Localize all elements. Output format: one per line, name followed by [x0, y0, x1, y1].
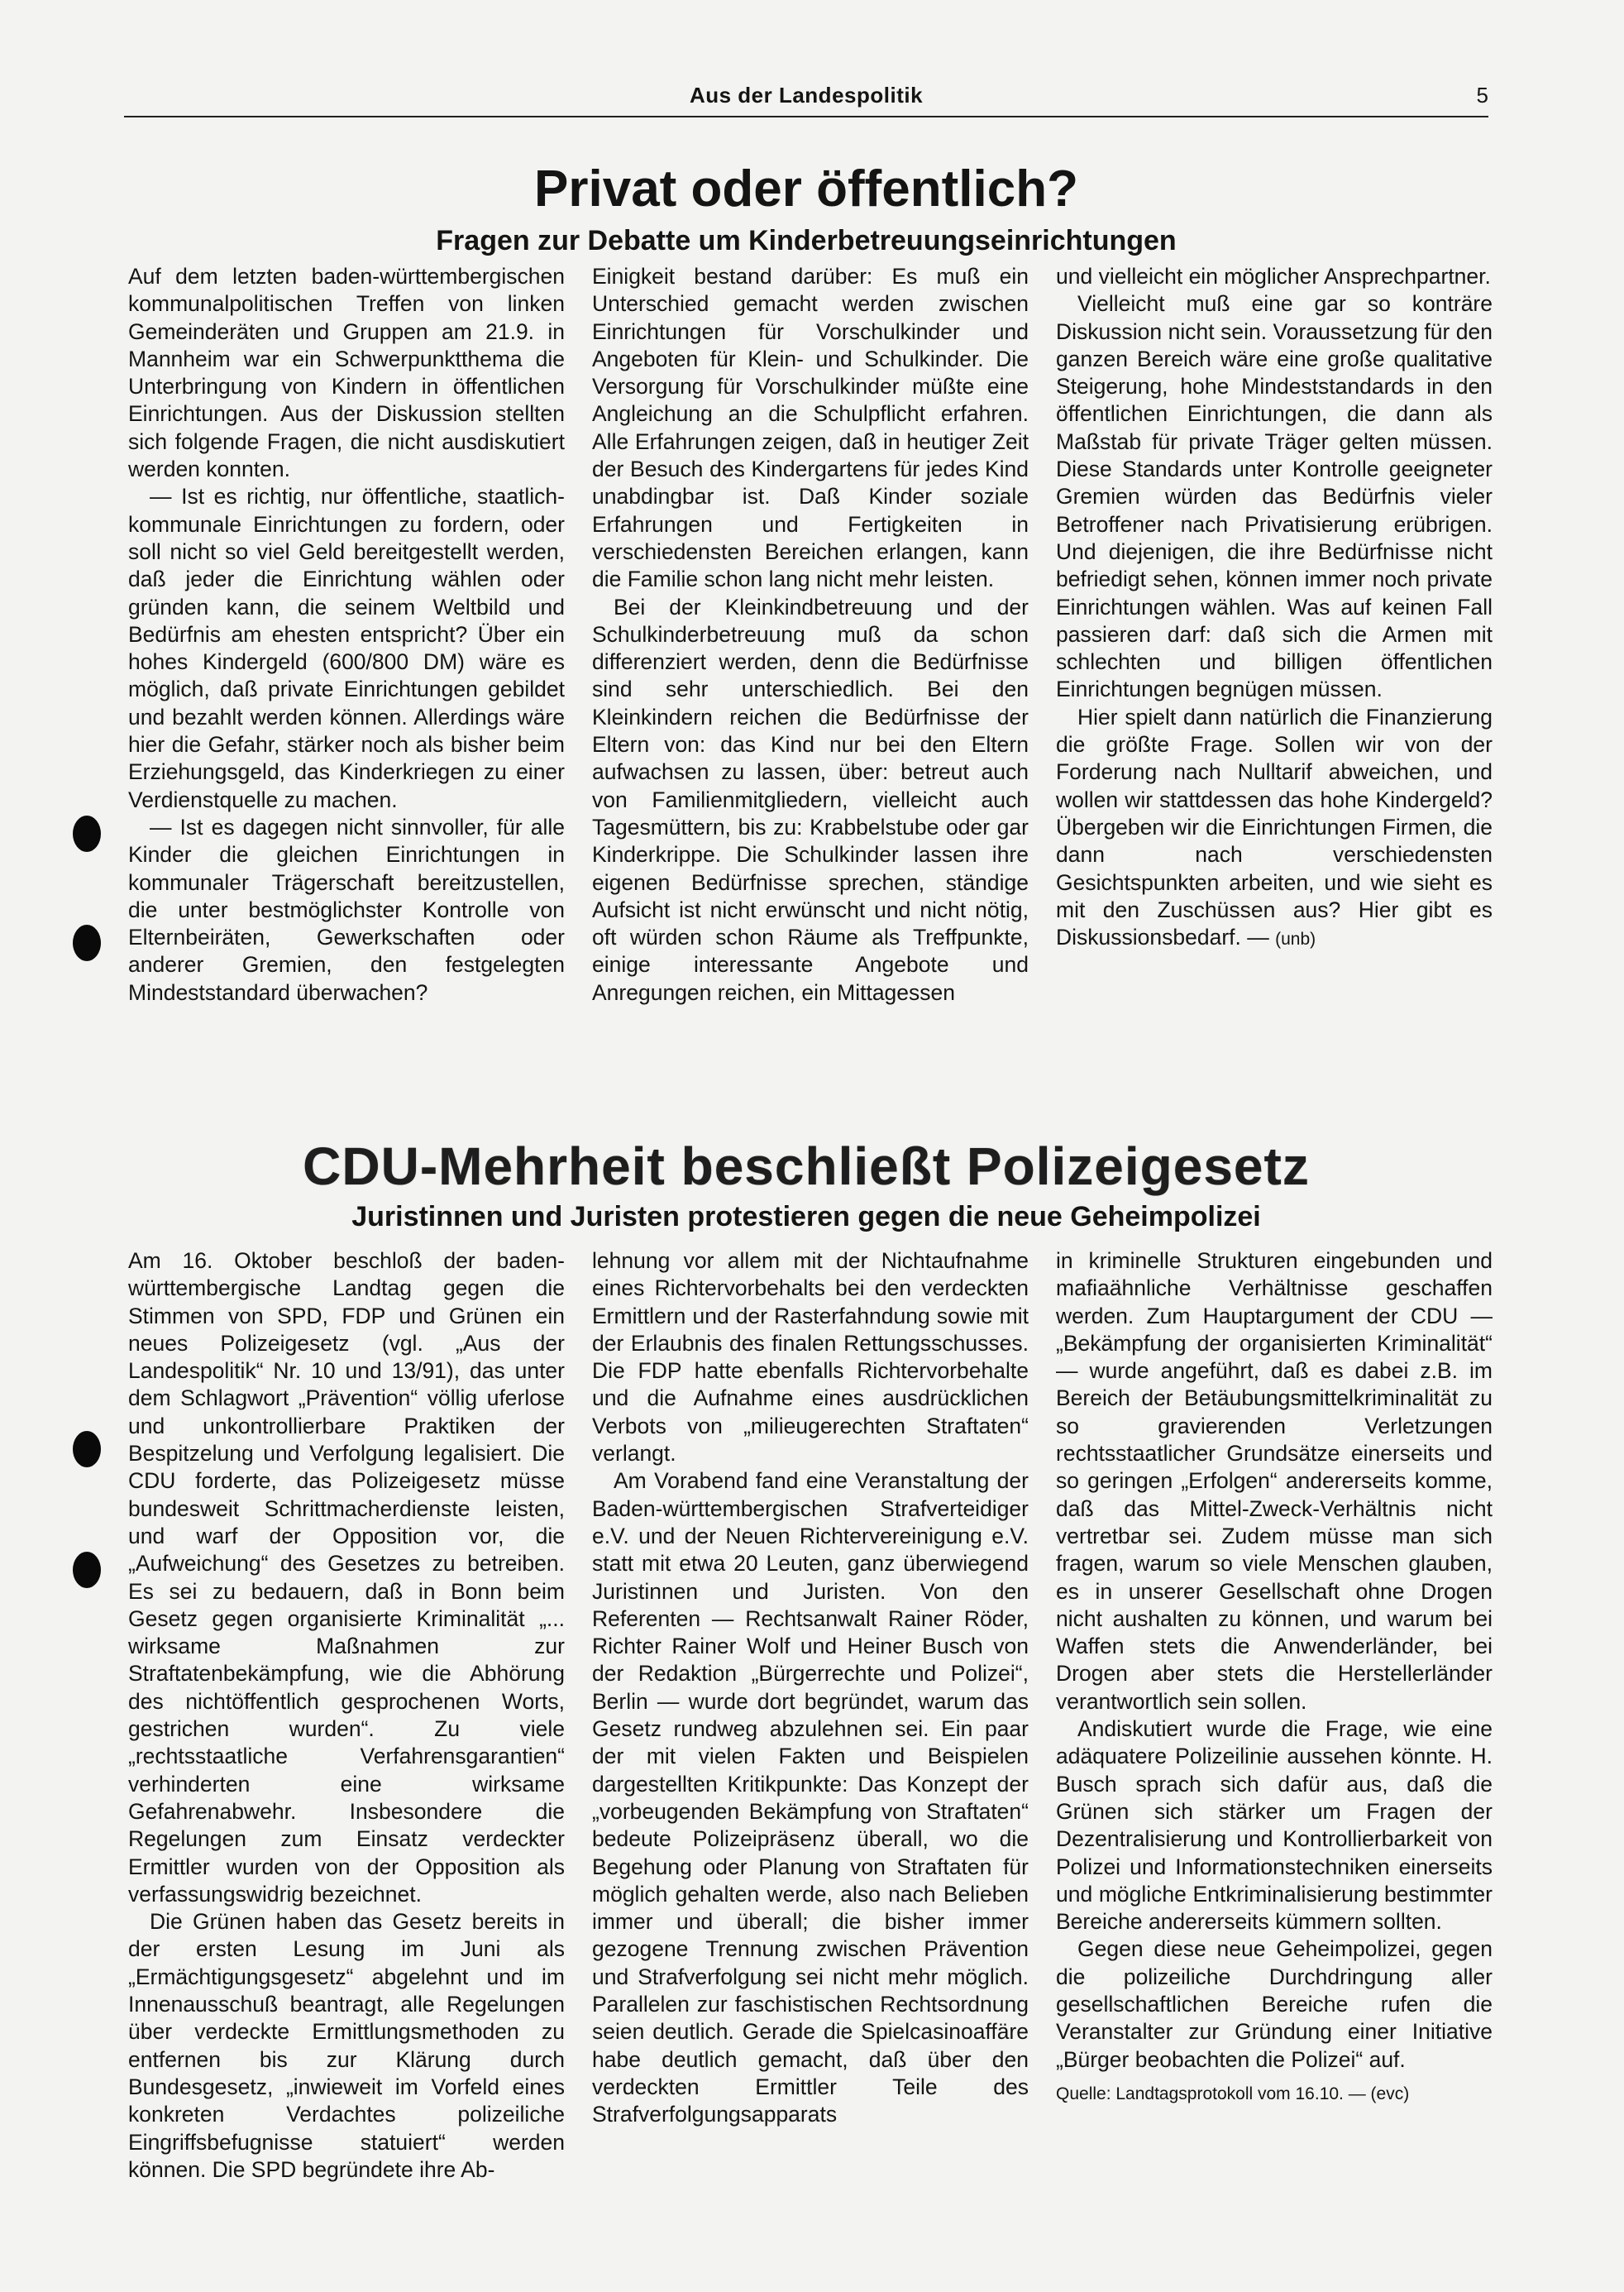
punch-hole: [73, 925, 101, 961]
article1-column-2: [592, 263, 1029, 1082]
article2-subtitle: Juristinnen und Juristen protestieren gegen die neue Geheimpolizei: [351, 1201, 1261, 1232]
paragraph: Am Vorabend fand eine Veranstaltung der Baden-württembergischen Strafverteidiger e.V. und der Neuen Richtervereinigung e.V. statt mit etwa 20 Leuten, ganz überwiegend Juristinnen und Juristen. Von den Referenten — Rechtsanwalt Rainer Röder, Richter Rainer Wolf und Heiner Busch von der Redaktion „Bürgerrechte und Polizei“, Berlin — wurde dort begründet, warum das Gesetz rundweg abzulehnen sei. Ein paar der mit vielen Fakten und Beispielen dargestellten Kritikpunkte: Das Konzept der „vorbeugenden Bekämpfung von Straftaten“ bedeute Polizeipräsenz überall, wo die Begehung oder Planung von Straftaten für möglich gehalten werde, also nach Belieben immer und überall; die bisher immer gezogene Trennung zwischen Prävention und Strafverfolgung sei nicht mehr möglich. Parallelen zur faschistischen Rechtsordnung seien deutlich. Gerade die Spielcasinoaffäre habe deutlich gemacht, daß über den verdeckten Ermittler Teile des Strafverfolgungsapparats: [592, 1468, 1029, 2127]
paragraph: Andiskutiert wurde die Frage, wie eine adäquatere Polizeilinie aussehen könnte. H. Busch sprach sich dafür aus, daß die Grünen sich stärker um Fragen der Dezentralisierung und Kontrollierbarkeit von Polizei und Informationstechniken einerseits und mögliche Entkriminalisierung bestimmter Bereiche andererseits kümmern sollten.: [1056, 1716, 1493, 1935]
article1-title: Privat oder öffentlich?: [534, 160, 1078, 218]
source-note: Quelle: Landtagsprotokoll vom 16.10. — (evc): [1056, 2084, 1410, 2103]
paragraph: Auf dem letzten baden-württembergischen kommunalpolitischen Treffen von linken Gemeinderäten und Gruppen am 21.9. in Mannheim war ein Schwerpunktthema die Unterbringung von Kindern in öffentlichen Einrichtungen. Aus der Diskussion stellten sich folgende Fragen, die nicht ausdiskutiert werden konnten.: [128, 264, 565, 482]
section-name: Aus der Landespolitik: [689, 83, 924, 108]
paragraph: und vielleicht ein möglicher Ansprechpartner.: [1056, 264, 1491, 289]
paragraph: Gegen diese neue Geheimpolizei, gegen die polizeiliche Durchdringung aller gesellschaftlichen Bereiche rufen die Veranstalter zur Gründung einer Initiative „Bürger beobachten die Polizei“ auf.: [1056, 1936, 1493, 2072]
article1-subtitle: Fragen zur Debatte um Kinderbetreuungseinrichtungen: [436, 225, 1177, 256]
paragraph: Bei der Kleinkindbetreuung und der Schulkinderbetreuung muß da schon differenziert werden, denn die Bedürfnisse sind sehr unterschiedlich. Bei den Kleinkindern reichen die Bedürfnisse der Eltern von: das Kind nur bei den Eltern aufwachsen zu lassen, über: betreut auch von Familienmitgliedern, vielleicht auch Tagesmüttern, bis zu: Krabbelstube oder gar Kinderkrippe. Die Schulkinder lassen ihre eigenen Bedürfnisse sprechen, ständige Aufsicht ist nicht erwünscht und nicht nötig, oft würden schon Räume als Treffpunkte, einige interessante Angebote und Anregungen reichen, ein Mittagessen: [592, 594, 1029, 1005]
article2-column-2: [592, 1247, 1029, 2265]
paragraph: Die Grünen haben das Gesetz bereits in der ersten Lesung im Juni als „Ermächtigungsgesetz“ abgelehnt und im Innenausschuß beantragt, alle Regelungen über verdeckte Ermittlungsmethoden zu entfernen bis zur Klärung durch Bundesgesetz, „inwieweit im Vorfeld eines konkreten Verdachtes polizeiliche Eingriffsbefugnisse statuiert“ werden können. Die SPD begründete ihre Ab-: [128, 1909, 565, 2182]
paragraph: lehnung vor allem mit der Nichtaufnahme eines Richtervorbehalts bei den verdeckten Ermittlern und der Rasterfahndung sowie mit der Erlaubnis des finalen Rettungsschusses. Die FDP hatte ebenfalls Richtervorbehalte und die Aufnahme eines ausdrücklichen Verbots von „milieugerechten Straftaten“ verlangt.: [592, 1248, 1029, 1467]
paragraph: — Ist es richtig, nur öffentliche, staatlich-kommunale Einrichtungen zu fordern, oder soll nicht so viel Geld bereitgestellt werden, daß jeder die Einrichtung wählen oder gründen kann, die seinem Weltbild und Bedürfnis am ehesten entspricht? Über ein hohes Kindergeld (600/800 DM) wäre es möglich, daß private Einrichtungen gebildet und bezahlt werden können. Allerdings wäre hier die Gefahr, stärker noch als bisher beim Erziehungsgeld, das Kinderkriegen zu einer Verdienstquelle zu machen.: [128, 484, 565, 812]
paragraph-text: Hier spielt dann natürlich die Finanzierung die größte Frage. Sollen wir von der Forderung nach Nulltarif abweichen, und wollen wir stattdessen das hohe Kindergeld? Übergeben wir die Einrichtungen Firmen, die dann nach verschiedensten Gesichtspunkten arbeiten, und wie sieht es mit den Zuschüssen aus? Hier gibt es Diskussionsbedarf. —: [1056, 704, 1493, 950]
paragraph: — Ist es dagegen nicht sinnvoller, für alle Kinder die gleichen Einrichtungen in kommunaler Trägerschaft bereitzustellen, die unter bestmöglichster Kontrolle von Elternbeiräten, Gewerkschaften oder anderer Gremien, den festgelegten Mindeststandard überwachen?: [128, 814, 565, 1005]
article2-column-1: [128, 1247, 565, 2265]
author-tag: (unb): [1275, 930, 1316, 950]
page-number: 5: [1476, 83, 1488, 108]
article1-column-1: [128, 263, 565, 1082]
article2-column-3: [1056, 1247, 1493, 2265]
punch-hole: [73, 816, 101, 852]
punch-hole: [73, 1431, 101, 1467]
paragraph: in kriminelle Strukturen eingebunden und mafiaähnliche Verhältnisse geschaffen werden. Zum Hauptargument der CDU — „Bekämpfung der organisierten Kriminalität“ — wurde angeführt, daß es dabei z.B. im Bereich der Betäubungsmittelkriminalität zu so gravierenden Verletzungen rechtsstaatlicher Grundsätze einerseits und so geringen „Erfolgen“ andererseits komme, daß das Mittel-Zweck-Verhältnis nicht vertretbar sei. Zudem müsse man sich fragen, warum so viele Menschen glauben, es in unserer Gesellschaft ohne Drogen nicht aushalten zu können, und warum bei Waffen stets die Anwenderländer, bei Drogen aber stets die Herstellerländer verantwortlich sein sollen.: [1056, 1248, 1493, 1714]
header-rule: [124, 116, 1488, 117]
article2-body: [128, 1247, 1493, 2265]
paragraph: Vielleicht muß eine gar so konträre Diskussion nicht sein. Voraussetzung für den ganzen Bereich wäre eine große qualitative Steigerung, hohe Mindeststandards in den öffentlichen Einrichtungen, die dann als Maßstab für private Träger gelten müssen. Diese Standards unter Kontrolle geeigneter Gremien würden das Bedürfnis vieler Betroffener nach Privatisierung erübrigen. Und diejenigen, die ihre Bedürfnisse nicht befriedigt sehen, können immer noch private Einrichtungen wählen. Was auf keinen Fall passieren darf: daß sich die Armen mit schlechten und billigen öffentlichen Einrichtungen begnügen müssen.: [1056, 291, 1493, 702]
article1-column-3: [1056, 263, 1493, 1082]
paragraph: Am 16. Oktober beschloß der baden-württembergische Landtag gegen die Stimmen von SPD, FDP und Grünen ein neues Polizeigesetz (vgl. „Aus der Landespolitik“ Nr. 10 und 13/91), das unter dem Schlagwort „Prävention“ völlig uferlose und unkontrollierbare Praktiken der Bespitzelung und Verfolgung legalisiert. Die CDU forderte, das Polizeigesetz müsse bundesweit Schrittmacherdienste leisten, und warf der Opposition vor, die „Aufweichung“ des Gesetzes zu betreiben. Es sei zu bedauern, daß in Bonn beim Gesetz gegen organisierte Kriminalität „... wirksame Maßnahmen zur Straftatenbekämpfung, wie die Abhörung des nichtöffentlich gesprochenen Worts, gestrichen wurden“. Zu viele „rechtsstaatliche Verfahrensgarantien“ verhinderten eine wirksame Gefahrenabwehr. Insbesondere die Regelungen zum Einsatz verdeckter Ermittler wurden von der Opposition als verfassungswidrig bezeichnet.: [128, 1248, 565, 1907]
running-head: [124, 83, 1488, 119]
article2-title: CDU-Mehrheit beschließt Polizeigesetz: [303, 1136, 1310, 1196]
paragraph: [1056, 704, 1493, 954]
paragraph: Einigkeit bestand darüber: Es muß ein Unterschied gemacht werden zwischen Einrichtungen für Vorschulkinder und Angeboten für Klein- und Schulkinder. Die Versorgung für Vorschulkinder müßte eine Angleichung an die Schulpflicht erfahren. Alle Erfahrungen zeigen, daß in heutiger Zeit der Besuch des Kindergartens für jedes Kind unabdingbar ist. Daß Kinder soziale Erfahrungen und Fertigkeiten in verschiedensten Bereichen erlangen, kann die Familie schon lang nicht mehr leisten.: [592, 264, 1029, 592]
article1-body: [128, 263, 1493, 1082]
punch-hole: [73, 1552, 101, 1588]
